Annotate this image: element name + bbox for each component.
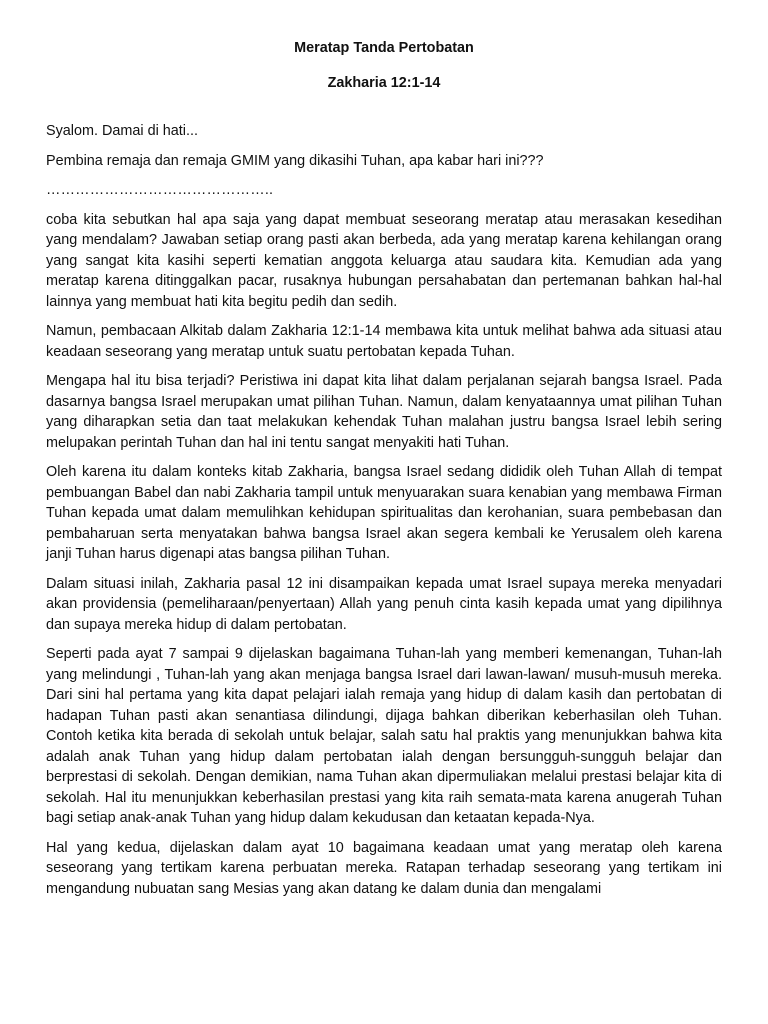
paragraph-3: Mengapa hal itu bisa terjadi? Peristiwa ini dapat kita lihat dalam perjalanan sejarah bangsa Israel. Pada dasarnya bangsa Israel merupakan umat pilihan Tuhan. Namun, dalam kenyataannya umat pilihan Tuhan yang diharapkan setia dan taat melakukan kehendak Tuhan malahan justru bangsa Israel lebih sering melupakan perintah Tuhan dan hal ini tentu sangat menyakiti hati Tuhan. <box>46 373 722 451</box>
paragraph-1: coba kita sebutkan hal apa saja yang dapat membuat seseorang meratap atau merasakan kesedihan yang mendalam? Jawaban setiap orang pasti akan berbeda, ada yang meratap karena kehilangan orang yang sangat kita kasihi seperti kematian anggota keluarga atau saudara kita. Kemudian ada yang meratap karena ditinggalkan pacar, rusaknya hubungan persahabatan dan pertemanan bahkan hal-hal lainnya yang membuat hati kita begitu pedih dan sedih. <box>46 211 722 310</box>
document-subtitle: Zakharia 12:1-14 <box>327 75 441 91</box>
paragraph-7: Hal yang kedua, dijelaskan dalam ayat 10 bagaimana keadaan umat yang meratap oleh karena seseorang yang tertikam karena perbuatan mereka. Ratapan terhadap seseorang yang tertikam ini mengandung nubuatan sang Mesias yang akan datang ke dalam dunia dan mengalami <box>46 839 722 897</box>
document-body <box>46 38 722 899</box>
dotted-separator: ……………………………………….. <box>46 182 274 198</box>
document-title: Meratap Tanda Pertobatan <box>294 40 474 56</box>
question-line: Pembina remaja dan remaja GMIM yang dikasihi Tuhan, apa kabar hari ini??? <box>46 152 544 169</box>
paragraph-6: Seperti pada ayat 7 sampai 9 dijelaskan bagaimana Tuhan-lah yang memberi kemenangan, Tuhan-lah yang melindungi , Tuhan-lah yang akan menjaga bangsa Israel dari lawan-lawan/ musuh-musuh mereka. Dari sini hal pertama yang kita dapat pelajari ialah remaja yang hidup di dalam kasih dan pertobatan di hadapan Tuhan pasti akan senantiasa dilindungi, dijaga bahkan diberikan keberhasilan oleh Tuhan. Contoh ketika kita berada di sekolah untuk belajar, salah satu hal praktis yang menunjukkan bahwa kita adalah anak Tuhan yang hidup dalam pertobatan ialah dengan bersungguh-sungguh belajar dan berprestasi di sekolah. Dengan demikian, nama Tuhan akan dipermuliakan melalui prestasi belajar kita di sekolah. Hal itu menunjukkan keberhasilan prestasi yang kita raih semata-mata karena anugerah Tuhan bagi setiap anak-anak Tuhan yang hidup dalam kekudusan dan ketaatan kepada-Nya. <box>46 646 722 826</box>
paragraph-4: Oleh karena itu dalam konteks kitab Zakharia, bangsa Israel sedang dididik oleh Tuhan Allah di tempat pembuangan Babel dan nabi Zakharia tampil untuk menyuarakan suara kenabian yang membawa Firman Tuhan kepada umat dalam memulihkan kehidupan spiritualitas dan kerohanian, suara pembebasan dan pembaharuan serta menyatakan bahwa bangsa Israel akan segera kembali ke Yerusalem oleh karena janji Tuhan harus digenapi atas bangsa pilihan Tuhan. <box>46 464 722 562</box>
paragraph-2: Namun, pembacaan Alkitab dalam Zakharia 12:1-14 membawa kita untuk melihat bahwa ada situasi atau keadaan seseorang yang meratap untuk suatu pertobatan kepada Tuhan. <box>46 323 722 360</box>
paragraph-5: Dalam situasi inilah, Zakharia pasal 12 ini disampaikan kepada umat Israel supaya mereka menyadari akan providensia (pemeliharaan/penyertaan) Allah yang penuh cinta kasih kepada umat yang dipilihnya dan supaya mereka hidup di dalam pertobatan. <box>46 575 722 633</box>
greeting-line: Syalom. Damai di hati... <box>46 123 198 139</box>
